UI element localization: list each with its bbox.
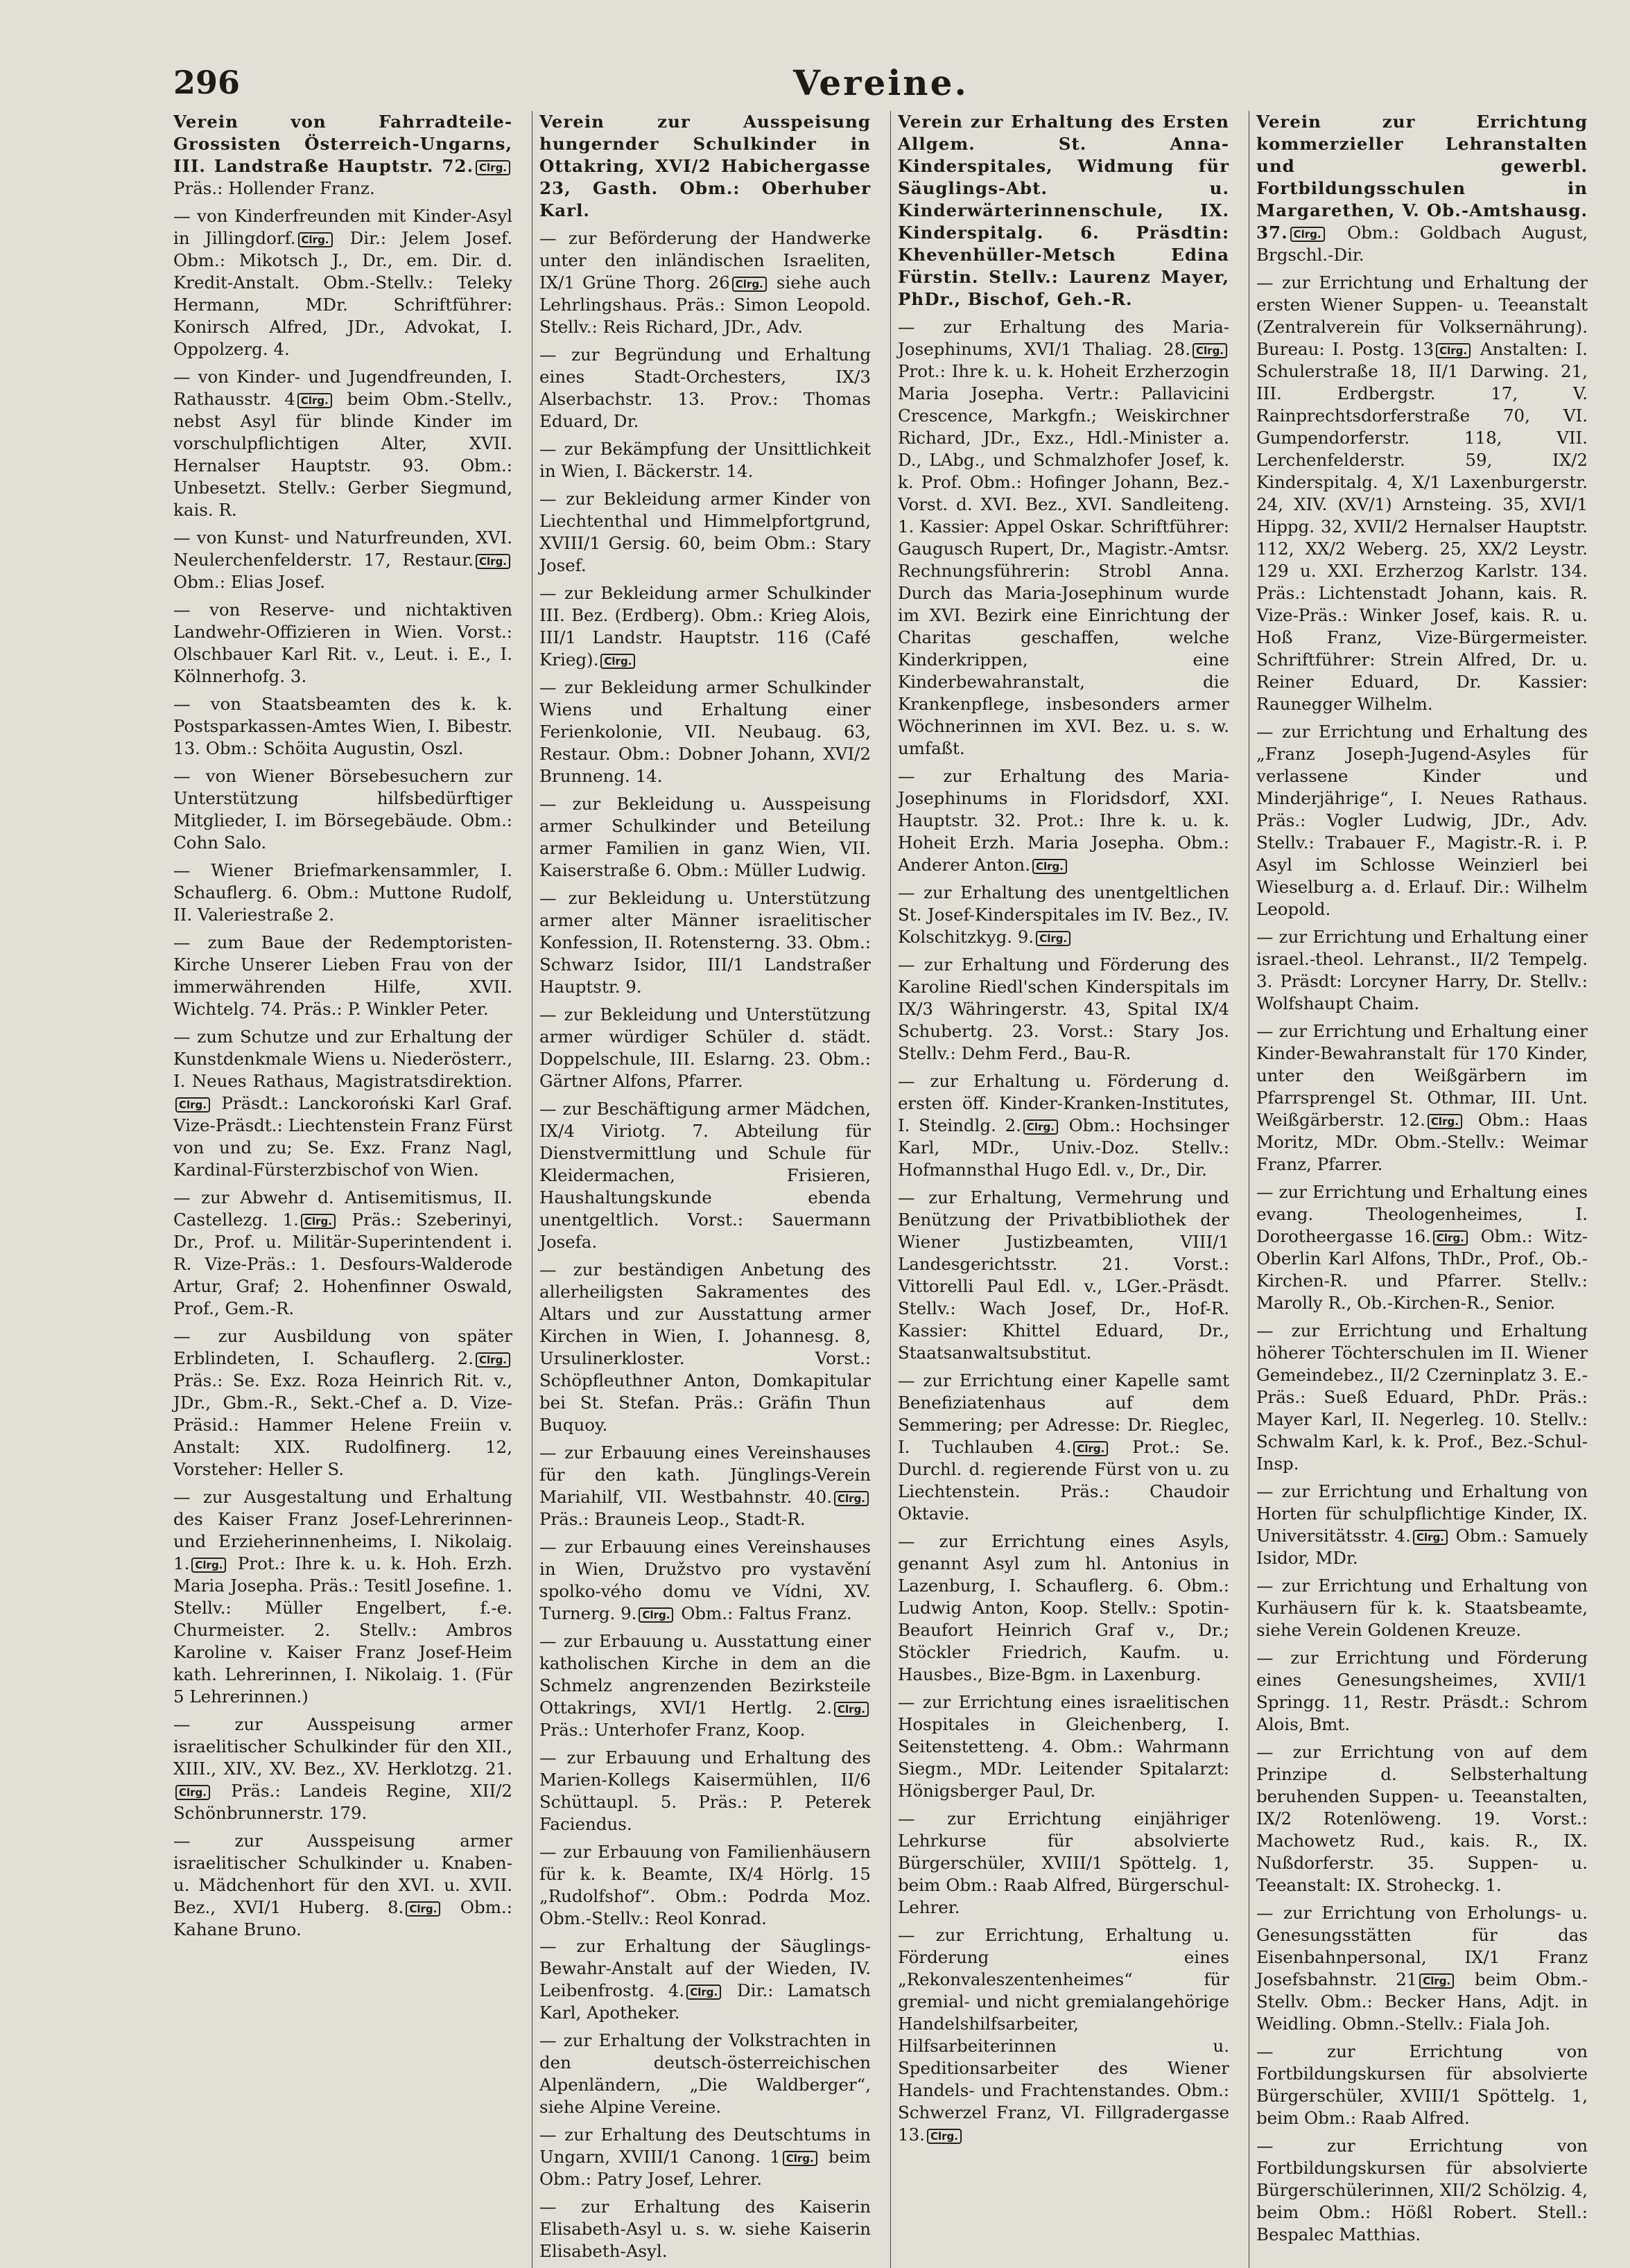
directory-entry bbox=[898, 111, 1229, 311]
entry-detail: Anstalten: I. Schulerstraße 18, II/1 Darwing. 21, III. Erdbergstr. 17, V. Rainprechtsdorferstraße 70, VI. Gumpendorferstr. 118, VII. Lerchenfelderstr. 59, IX/2 Kinderspitalg. 4, X/1 Laxenburgerstr. 24, XIV. (XV/1) Arnsteing. 35, XVI/1 Hippg. 32, XVII/2 Hernalser Hauptstr. 112, XX/2 Weberg. 25, XX/2 Leystr. 129 u. XXI. Erzherzog Karlstr. 134. Präs.: Lichtenstadt Johann, kais. R. Vize-Präs.: Winker Josef, kais. R. u. Hoß Franz, Vize-Bürgermeister. Schriftführer: Strein Alfred, Dr. u. Reiner Eduard, Dr. Kassier: Raunegger Wilhelm. bbox=[1256, 339, 1588, 714]
clrg-badge: Clrg. bbox=[783, 2151, 817, 2166]
entry-detail: Präs.: Hollender Franz. bbox=[173, 178, 375, 198]
directory-entry bbox=[539, 1442, 871, 1530]
entry-text: — zur Erhaltung, Vermehrung und Benützung der Privatbibliothek der Wiener Justizbeamten, VIII/1 Landesgerichtsstr. 21. Vorst.: Vittorelli Paul Edl. v., LGer.-Präsdt. Stellv.: Wach Josef, Dr., Hof-R. Kassier: Khittel Eduard, Dr., Staatsanwaltsubstitut. bbox=[898, 1187, 1229, 1363]
clrg-badge: Clrg. bbox=[1436, 343, 1471, 358]
directory-entry bbox=[898, 1808, 1229, 1919]
directory-entry bbox=[173, 205, 512, 360]
directory-entry bbox=[539, 1841, 871, 1930]
entry-text: — zur Erhaltung des Deutschtums in Ungarn, XVIII/1 Canong. 1 bbox=[539, 2125, 871, 2167]
entry-text: — von Reserve- und nichtaktiven Landwehr-Offizieren in Wien. Vorst.: Olschbauer Karl Rit. v., Leut. i. E., I. Kölnnerhofg. 3. bbox=[173, 600, 512, 686]
directory-entry bbox=[1256, 1020, 1588, 1176]
entry-text: — zur Bekleidung u. Ausspeisung armer Schulkinder und Beteilung armer Familien in ganz Wien, VII. Kaiserstraße 6. Obm.: Müller Ludwig. bbox=[539, 794, 871, 880]
entry-detail: beim Obm.-Stellv. Obm.: Becker Hans, Adjt. in Weidling. Obmn.-Stellv.: Fiala Joh. bbox=[1256, 1969, 1588, 2034]
entry-text: — zur Ausgestaltung und Erhaltung des Kaiser Franz Josef-Lehrerinnen- und Erzieherinnenheims, I. Nikolaig. 1. bbox=[173, 1487, 512, 1573]
entry-detail: Präs.: Se. Exz. Roza Heinrich Rit. v., JDr., Gbm.-R., Sekt.-Chef a. D. Vize-Präsid.: Hammer Helene Freiin v. Anstalt: XIX. Rudolfinerg. 12, Vorsteher: Heller S. bbox=[173, 1370, 512, 1479]
entry-text: — zur Errichtung eines israelitischen Hospitales in Gleichenberg, I. Seitenstetteng. 4. Obm.: Wahrmann Siegm., MDr. Leitender Spitalarzt: Hönigsberger Paul, Dr. bbox=[898, 1692, 1229, 1801]
entry-text: — zur Errichtung einjähriger Lehrkurse für absolvierte Bürgerschüler, XVIII/1 Spöttelg. 1, beim Obm.: Raab Alfred, Bürgerschul-Lehrer. bbox=[898, 1808, 1229, 1917]
entry-detail: Präs.: Szeberinyi, Dr., Prof. u. Militär-Superintendent i. R. Vize-Präs.: 1. Desfours-Walderode Artur, Graf; 2. Hohenfinner Oswald, Prof., Gem.-R. bbox=[173, 1210, 512, 1318]
directory-entry bbox=[898, 954, 1229, 1065]
entry-text: — zur Bekleidung armer Kinder von Liechtenthal und Himmelpfortgrund, XVIII/1 Gersig. 60, beim Obm.: Stary Josef. bbox=[539, 489, 871, 575]
directory-entry bbox=[1256, 1741, 1588, 1896]
clrg-badge: Clrg. bbox=[476, 554, 510, 569]
entry-text: — zur Erhaltung der Säuglings-Bewahr-Anstalt auf der Wieden, IV. Leibenfrostg. 4. bbox=[539, 1936, 871, 2000]
entry-text: — zur Errichtung und Erhaltung des „Franz Joseph-Jugend-Asyles für verlassene Kinder und Minderjährige“, I. Neues Rathaus. Präs.: Vogler Ludwig, JDr., Adv. Stellv.: Trabauer F., Magistr.-R. i. P. Asyl im Schlosse Weinzierl bei Wieselburg a. d. Erlauf. Dir.: Wilhelm Leopold. bbox=[1256, 722, 1588, 919]
clrg-badge: Clrg. bbox=[297, 393, 332, 408]
directory-entry bbox=[1256, 1902, 1588, 2035]
clrg-badge: Clrg. bbox=[191, 1558, 226, 1573]
entry-text: — Wiener Briefmarkensammler, I. Schauflerg. 6. Obm.: Muttone Rudolf, II. Valeriestraße 2. bbox=[173, 860, 512, 925]
clrg-badge: Clrg. bbox=[476, 1352, 510, 1368]
directory-entry bbox=[898, 1530, 1229, 1686]
directory-entry bbox=[539, 887, 871, 998]
clrg-badge: Clrg. bbox=[1433, 1230, 1468, 1246]
entry-text: — zur Bekleidung armer Schulkinder III. Bez. (Erdberg). Obm.: Krieg Alois, III/1 Landstr. Hauptstr. 116 (Café Krieg). bbox=[539, 583, 871, 670]
entry-text: — zur Errichtung und Erhaltung von Horten für schulpflichtige Kinder, IX. Universitätsstr. 4. bbox=[1256, 1481, 1588, 1546]
entry-text: — zur Ausbildung von später Erblindeten, I. Schauflerg. 2. bbox=[173, 1326, 512, 1368]
directory-entry bbox=[539, 227, 871, 338]
entry-text: — zur Bekämpfung der Unsittlichkeit in Wien, I. Bäckerstr. 14. bbox=[539, 439, 871, 481]
page-number: 296 bbox=[173, 64, 241, 101]
entry-text: — zur Beschäftigung armer Mädchen, IX/4 Viriotg. 7. Abteilung für Dienstvermittlung und Schule für Kleidermachen, Frisieren, Haushaltungskunde ebenda unentgeltlich. Vorst.: Sauermann Josefa. bbox=[539, 1099, 871, 1252]
entry-text: — zur Errichtung und Erhaltung der ersten Wiener Suppen- u. Teeanstalt (Zentralverein für Volksernährung). Bureau: I. Postg. 13 bbox=[1256, 272, 1588, 359]
entry-detail: Prot.: Ihre k. u. k. Hoh. Erzh. Maria Josepha. Präs.: Tesitl Josefine. 1. Stellv.: Müller Engelbert, f.-e. Churmeister. 2. Stellv.: Ambros Karoline v. Kaiser Franz Josef-Heim kath. Lehrerinnen, I. Nikolaig. 1. (Für 5 Lehrerinnen.) bbox=[173, 1553, 512, 1707]
directory-entry bbox=[898, 765, 1229, 876]
entry-text: — zur Erbauung und Erhaltung des Marien-Kollegs Kaisermühlen, II/6 Schüttaupl. 5. Präs.: P. Peterek Faciendus. bbox=[539, 1747, 871, 1834]
running-title: Vereine. bbox=[793, 62, 969, 103]
entry-detail: Obm.: Haas Moritz, MDr. Obm.-Stellv.: Weimar Franz, Pfarrer. bbox=[1256, 1110, 1588, 1174]
directory-entry bbox=[539, 2196, 871, 2262]
directory-entry bbox=[1256, 2041, 1588, 2129]
clrg-badge: Clrg. bbox=[1413, 1530, 1448, 1545]
entry-text: Verein zur Errichtung kommerzieller Lehranstalten und gewerbl. Fortbildungsschulen in Margarethen, V. Ob.-Amtshausg. 37. bbox=[1256, 112, 1588, 243]
text-column-1 bbox=[173, 111, 512, 2268]
entry-text: — zur Erbauung eines Vereinshauses in Wien, Družstvo pro vystavění spolko-vého domu ve Vídni, XV. Turnerg. 9. bbox=[539, 1537, 871, 1623]
entry-text: — zum Baue der Redemptoristen-Kirche Unserer Lieben Frau von der immerwährenden Hilfe, XVII. Wichtelg. 74. Präs.: P. Winkler Peter. bbox=[173, 932, 512, 1019]
directory-entry bbox=[173, 1486, 512, 1708]
directory-entry bbox=[1256, 2135, 1588, 2246]
directory-entry bbox=[1256, 272, 1588, 715]
entry-detail: beim Obm.-Stellv., nebst Asyl für blinde Kinder im vorschulpflichtigen Alter, XVII. Hernalser Hauptstr. 93. Obm.: Unbesetzt. Stellv.: Gerber Siegmund, kais. R. bbox=[173, 389, 512, 520]
directory-entry bbox=[539, 488, 871, 577]
directory-entry bbox=[1256, 1181, 1588, 1314]
entry-detail: siehe auch Lehrlingshaus. Präs.: Simon Leopold. Stellv.: Reis Richard, JDr., Adv. bbox=[539, 272, 871, 337]
directory-entry bbox=[173, 693, 512, 760]
entry-detail: Präs.: Brauneis Leop., Stadt-R. bbox=[539, 1509, 806, 1529]
clrg-badge: Clrg. bbox=[406, 1901, 440, 1917]
clrg-badge: Clrg. bbox=[1428, 1114, 1462, 1129]
directory-entry bbox=[173, 527, 512, 593]
text-column-3 bbox=[890, 111, 1229, 2268]
clrg-badge: Clrg. bbox=[298, 232, 333, 247]
directory-entry bbox=[1256, 1320, 1588, 1475]
entry-text: — zur Ausspeisung armer israelitischer Schulkinder für den XII., XIII., XIV., XV. Bez., XV. Herklotzg. 21. bbox=[173, 1714, 512, 1779]
directory-entry bbox=[173, 860, 512, 926]
directory-entry bbox=[173, 765, 512, 854]
entry-detail: Präsdt.: Lanckoroński Karl Graf. Vize-Präsdt.: Liechtenstein Franz Fürst von und zu; Se. Exz. Franz Nagl, Kardinal-Fürsterzbischof von Wien. bbox=[173, 1093, 512, 1180]
entry-text: — zur Erhaltung der Volkstrachten in den deutsch-österreichischen Alpenländern, „Die Waldberger“, siehe Alpine Vereine. bbox=[539, 2030, 871, 2117]
directory-entry bbox=[1256, 926, 1588, 1015]
entry-text: — zur Beförderung der Handwerke unter den inländischen Israeliten, IX/1 Grüne Thorg. 26 bbox=[539, 228, 871, 293]
entry-text: — zur Errichtung, Erhaltung u. Förderung eines „Rekonvaleszentenheimes“ für gremial- und nicht gremialangehörige Handelshilfsarbeiter, Hilfsarbeiterinnen u. Speditionsarbeiter des Wiener Handels- und Frachtenstandes. Obm.: Schwerzel Franz, VI. Fillgradergasse 13. bbox=[898, 1925, 1229, 2145]
clrg-badge: Clrg. bbox=[927, 2129, 962, 2144]
directory-entry bbox=[539, 111, 871, 222]
directory-entry bbox=[898, 1924, 1229, 2146]
entry-detail: Obm.: Witz-Oberlin Karl Alfons, ThDr., Prof., Ob.-Kirchen-R. und Pfarrer. Stellv.: Marolly R., Ob.-Kirchen-R., Senior. bbox=[1256, 1226, 1588, 1313]
entry-text: — von Kunst- und Naturfreunden, XVI. Neulerchenfelderstr. 17, Restaur. bbox=[173, 527, 512, 570]
directory-entry bbox=[898, 1691, 1229, 1802]
entry-detail: beim Obm.: Patry Josef, Lehrer. bbox=[539, 2147, 871, 2189]
directory-entry bbox=[173, 111, 512, 200]
clrg-badge: Clrg. bbox=[732, 277, 767, 292]
entry-text: Verein zur Ausspeisung hungernder Schulkinder in Ottakring, XVI/2 Habichergasse 23, Gasth. Obm.: Oberhuber Karl. bbox=[539, 112, 871, 220]
entry-text: — von Kinderfreunden mit Kinder-Asyl in Jillingdorf. bbox=[173, 206, 512, 248]
entry-text: — zur Begründung und Erhaltung eines Stadt-Orchesters, IX/3 Alserbachstr. 13. Prov.: Thomas Eduard, Dr. bbox=[539, 344, 871, 431]
clrg-badge: Clrg. bbox=[1290, 227, 1325, 242]
entry-text: Verein zur Erhaltung des Ersten Allgem. St. Anna-Kinderspitales, Widmung für Säuglings-Abt. u. Kinderwärterinnenschule, IX. Kinderspitalg. 6. Präsdtin: Khevenhüller-Metsch Edina Fürstin. Stellv.: Laurenz Mayer, PhDr., Bischof, Geh.-R. bbox=[898, 112, 1229, 309]
page-header bbox=[173, 58, 1588, 107]
text-column-4 bbox=[1249, 111, 1588, 2268]
entry-text: — zur Errichtung und Erhaltung einer Kinder-Bewahranstalt für 170 Kinder, unter den Weißgärbern im Pfarrsprengel St. Othmar, III. Unt. Weißgärberstr. 12. bbox=[1256, 1021, 1588, 1130]
entry-text: — zur Erbauung von Familienhäusern für k. k. Beamte, IX/4 Hörlg. 15 „Rudolfshof“. Obm.: Podrda Moz. Obm.-Stellv.: Reol Konrad. bbox=[539, 1842, 871, 1928]
entry-text: — zur Abwehr d. Antisemitismus, II. Castellezg. 1. bbox=[173, 1187, 512, 1230]
clrg-badge: Clrg. bbox=[476, 160, 510, 175]
directory-entry bbox=[539, 438, 871, 482]
entry-detail: Prot.: Ihre k. u. k. Hoheit Erzherzogin Maria Josepha. Vertr.: Pallavicini Crescence, Markgfn.; Weiskirchner Richard, JDr., Exz., Hdl.-Minister a. D., LAbg., und Schmalzhofer Josef, k. k. Prof. Obm.: Hofinger Johann, Bez.-Vorst. d. XVI. Bez., XVI. Sandleiteng. 1. Kassier: Appel Oskar. Schriftführer: Gaugusch Rupert, Dr., Magistr.-Amtsr. Rechnungsführerin: Strobl Anna. Durch das Maria-Josephinum wurde im XVI. Bezirk eine Einrichtung der Charitas geschaffen, welche Kinderkrippen, eine Kinderbewahranstalt, die Krankenpflege, insbesonders armer Wöchnerinnen im XVI. Bez. u. s. w. umfaßt. bbox=[898, 361, 1229, 758]
clrg-badge: Clrg. bbox=[1032, 859, 1067, 874]
entry-text: — zur Errichtung und Erhaltung einer israel.-theol. Lehranst., II/2 Tempelg. 3. Präsdt: Lorcyner Harry, Dr. Stellv.: Wolfshaupt Chaim. bbox=[1256, 927, 1588, 1013]
entry-detail: Prot.: Se. Durchl. d. regierende Fürst von u. zu Liechtenstein. Präs.: Chaudoir Oktavie. bbox=[898, 1437, 1229, 1524]
entry-text: — zur Errichtung von Erholungs- u. Genesungsstätten für das Eisenbahnpersonal, IX/1 Franz Josefsbahnstr. 21 bbox=[1256, 1903, 1588, 1989]
directory-entry bbox=[173, 1713, 512, 1824]
clrg-badge: Clrg. bbox=[639, 1607, 673, 1623]
entry-detail: Obm.: Goldbach August, Brgschl.-Dir. bbox=[1256, 223, 1588, 265]
entry-text: — zur Erhaltung und Förderung des Karoline Riedl'schen Kinderspitals im IX/3 Währingerstr. 43, Spital IX/4 Schubertg. 23. Vorst.: Stary Jos. Stellv.: Dehm Ferd., Bau-R. bbox=[898, 954, 1229, 1063]
entry-detail: Dir.: Jelem Josef. Obm.: Mikotsch J., Dr., em. Dir. d. Kredit-Anstalt. Obm.-Stellv.: Teleky Hermann, MDr. Schriftführer: Konirsch Alfred, JDr., Advokat, I. Oppolzerg. 4. bbox=[173, 228, 512, 359]
clrg-badge: Clrg. bbox=[1073, 1441, 1108, 1456]
directory-entry bbox=[173, 1026, 512, 1181]
directory-entry bbox=[898, 882, 1229, 948]
entry-text: — zur Errichtung von auf dem Prinzipe d. Selbsterhaltung beruhenden Suppen- u. Teeanstalten, IX/2 Rotenlöweng. 19. Vorst.: Machowetz Rud., kais. R., IX. Nußdorferstr. 35. Suppen- u. Teeanstalt: IX. Stroheckg. 1. bbox=[1256, 1742, 1588, 1895]
text-column-2 bbox=[532, 111, 871, 2268]
clrg-badge: Clrg. bbox=[175, 1097, 210, 1113]
entry-text: — zur Bekleidung und Unterstützung armer würdiger Schüler d. städt. Doppelschule, III. Eslarng. 23. Obm.: Gärtner Alfons, Pfarrer. bbox=[539, 1004, 871, 1091]
entry-text: — zur Errichtung eines Asyls, genannt Asyl zum hl. Antonius in Lazenburg, I. Schauflerg. 6. Obm.: Ludwig Anton, Koop. Stellv.: Spotin-Beaufort Heinrich Graf v., Dr.; Stöckler Friedrich, Kaufm. u. Hausbes., Bize-Bgm. in Laxenburg. bbox=[898, 1531, 1229, 1684]
entry-detail: Obm.: Elias Josef. bbox=[173, 572, 325, 592]
directory-entry bbox=[898, 1070, 1229, 1181]
entry-detail: Obm.: Kahane Bruno. bbox=[173, 1897, 512, 1939]
clrg-badge: Clrg. bbox=[1036, 931, 1070, 946]
clrg-badge: Clrg. bbox=[834, 1702, 869, 1717]
directory-entry bbox=[539, 1098, 871, 1253]
directory-entry bbox=[539, 582, 871, 671]
entry-text: — zur Errichtung und Erhaltung von Kurhäusern für k. k. Staatsbeamte, siehe Verein Goldenen Kreuze. bbox=[1256, 1576, 1588, 1640]
clrg-badge: Clrg. bbox=[175, 1785, 210, 1800]
directory-entry bbox=[898, 316, 1229, 760]
directory-entry bbox=[173, 1830, 512, 1941]
clrg-badge: Clrg. bbox=[1193, 343, 1227, 358]
entry-text: — von Staatsbeamten des k. k. Postsparkassen-Amtes Wien, I. Bibestr. 13. Obm.: Schöita Augustin, Oszl. bbox=[173, 694, 512, 758]
entry-text: — zur Bekleidung armer Schulkinder Wiens und Erhaltung einer Ferienkolonie, VII. Neubaug. 63, Restaur. Obm.: Dobner Johann, XVI/2 Brunneng. 14. bbox=[539, 677, 871, 786]
entry-text: — zur Errichtung und Erhaltung eines evang. Theologenheimes, I. Dorotheergasse 16. bbox=[1256, 1182, 1588, 1246]
directory-entry bbox=[539, 2030, 871, 2118]
entry-detail: Präs.: Unterhofer Franz, Koop. bbox=[539, 1720, 806, 1740]
entry-text: — zur Errichtung von Fortbildungskursen für absolvierte Bürgerschülerinnen, XII/2 Schölzig. 4, beim Obm.: Hößl Robert. Stell.: Bespalec Matthias. bbox=[1256, 2136, 1588, 2244]
directory-entry bbox=[539, 344, 871, 433]
directory-entry bbox=[539, 1747, 871, 1835]
directory-entry bbox=[539, 1536, 871, 1625]
clrg-badge: Clrg. bbox=[1023, 1119, 1058, 1135]
entry-text: — zur Erhaltung u. Förderung d. ersten öff. Kinder-Kranken-Institutes, I. Steindlg. 2. bbox=[898, 1071, 1229, 1135]
entry-text: — zur Bekleidung u. Unterstützung armer alter Männer israelitischer Konfession, II. Rotensterng. 33. Obm.: Schwarz Isidor, III/1 Landstraßer Hauptstr. 9. bbox=[539, 888, 871, 997]
entry-text: — zur Erhaltung des Maria-Josephinums, XVI/1 Thaliag. 28. bbox=[898, 317, 1229, 359]
entry-detail: Dir.: Lamatsch Karl, Apotheker. bbox=[539, 1980, 871, 2023]
entry-text: — von Kinder- und Jugendfreunden, I. Rathausstr. 4 bbox=[173, 367, 512, 409]
directory-entry bbox=[1256, 1575, 1588, 1641]
text-columns bbox=[173, 111, 1588, 2261]
directory-entry bbox=[539, 1630, 871, 1741]
entry-text: — von Wiener Börsebesuchern zur Unterstützung hilfsbedürftiger Mitglieder, I. im Börsegebäude. Obm.: Cohn Salo. bbox=[173, 766, 512, 853]
entry-text: — zur Erbauung eines Vereinshauses für den kath. Jünglings-Verein Mariahilf, VII. Westbahnstr. 40. bbox=[539, 1442, 871, 1507]
entry-detail: Präs.: Landeis Regine, XII/2 Schönbrunnerstr. 179. bbox=[173, 1781, 512, 1823]
entry-text: — zur Errichtung und Förderung eines Genesungsheimes, XVII/1 Springg. 11, Restr. Präsdt.: Schrom Alois, Bmt. bbox=[1256, 1648, 1588, 1734]
entry-text: — zur beständigen Anbetung des allerheiligsten Sakramentes des Altars und zur Ausstattung armer Kirchen in Wien, I. Johannesg. 8, Ursulinerkloster. Vorst.: Schöpfleuthner Anton, Domkapitular bei St. Stefan. Präs.: Gräfin Thun Buquoy. bbox=[539, 1259, 871, 1435]
entry-detail: Obm.: Hochsinger Karl, MDr., Univ.-Doz. Stellv.: Hofmannsthal Hugo Edl. v., Dr., Dir. bbox=[898, 1115, 1229, 1180]
directory-entry bbox=[539, 1935, 871, 2024]
clrg-badge: Clrg. bbox=[301, 1214, 336, 1229]
entry-text: — zur Errichtung von Fortbildungskursen für absolvierte Bürgerschüler, XVIII/1 Spöttelg. 1, beim Obm.: Raab Alfred. bbox=[1256, 2041, 1588, 2128]
clrg-badge: Clrg. bbox=[1419, 1973, 1454, 1989]
entry-text: — zur Errichtung einer Kapelle samt Benefiziatenhaus auf dem Semmering; per Adresse: Dr. Rieglec, I. Tuchlauben 4. bbox=[898, 1370, 1229, 1457]
entry-text: — zur Errichtung und Erhaltung höherer Töchterschulen im II. Wiener Gemeindebez., II/2 Czerninplatz 3. E.-Präs.: Sueß Eduard, PhDr. Präs.: Mayer Karl, II. Negerleg. 10. Stellv.: Schwalm Karl, k. k. Prof., Bez.-Schul-Insp. bbox=[1256, 1320, 1588, 1474]
entry-text: Verein von Fahrradteile-Grossisten Österreich-Ungarns, III. Landstraße Hauptstr. 72. bbox=[173, 112, 512, 176]
clrg-badge: Clrg. bbox=[834, 1491, 869, 1506]
directory-entry bbox=[539, 677, 871, 787]
entry-text: — zur Ausspeisung armer israelitischer Schulkinder u. Knaben- u. Mädchenhort für den XVI. u. XVII. Bez., XVI/1 Huberg. 8. bbox=[173, 1831, 512, 1917]
directory-entry bbox=[898, 1370, 1229, 1525]
directory-entry bbox=[539, 1004, 871, 1092]
directory-entry bbox=[173, 1187, 512, 1320]
directory-entry bbox=[173, 932, 512, 1020]
clrg-badge: Clrg. bbox=[600, 654, 635, 669]
directory-entry bbox=[898, 1187, 1229, 1364]
entry-text: — zur Erhaltung des Maria-Josephinums in Floridsdorf, XXI. Hauptstr. 32. Prot.: Ihre k. u. k. Hoheit Erzh. Maria Josepha. Obm.: Anderer Anton. bbox=[898, 766, 1229, 875]
directory-entry bbox=[1256, 1647, 1588, 1736]
directory-entry bbox=[1256, 1481, 1588, 1569]
entry-text: — zur Erhaltung des unentgeltlichen St. Josef-Kinderspitales im IV. Bez., IV. Kolschitzkyg. 9. bbox=[898, 882, 1229, 947]
entry-text: — zur Erbauung u. Ausstattung einer katholischen Kirche in dem an die Schmelz angrenzenden Bezirksteile Ottakrings, XVI/1 Hertlg. 2. bbox=[539, 1631, 871, 1718]
directory-entry bbox=[173, 599, 512, 688]
directory-entry bbox=[1256, 721, 1588, 921]
entry-detail: Obm.: Faltus Franz. bbox=[675, 1603, 852, 1623]
directory-entry bbox=[539, 2124, 871, 2190]
directory-entry bbox=[539, 1259, 871, 1436]
entry-text: — zum Schutze und zur Erhaltung der Kunstdenkmale Wiens u. Niederösterr., I. Neues Rathaus, Magistratsdirektion. bbox=[173, 1027, 512, 1091]
entry-text: — zur Erhaltung des Kaiserin Elisabeth-Asyl u. s. w. siehe Kaiserin Elisabeth-Asyl. bbox=[539, 2197, 871, 2261]
directory-entry bbox=[173, 1325, 512, 1481]
entry-detail: Obm.: Samuely Isidor, MDr. bbox=[1256, 1526, 1588, 1568]
directory-entry bbox=[539, 793, 871, 882]
clrg-badge: Clrg. bbox=[686, 1984, 721, 2000]
directory-entry bbox=[1256, 111, 1588, 266]
directory-entry bbox=[173, 366, 512, 521]
